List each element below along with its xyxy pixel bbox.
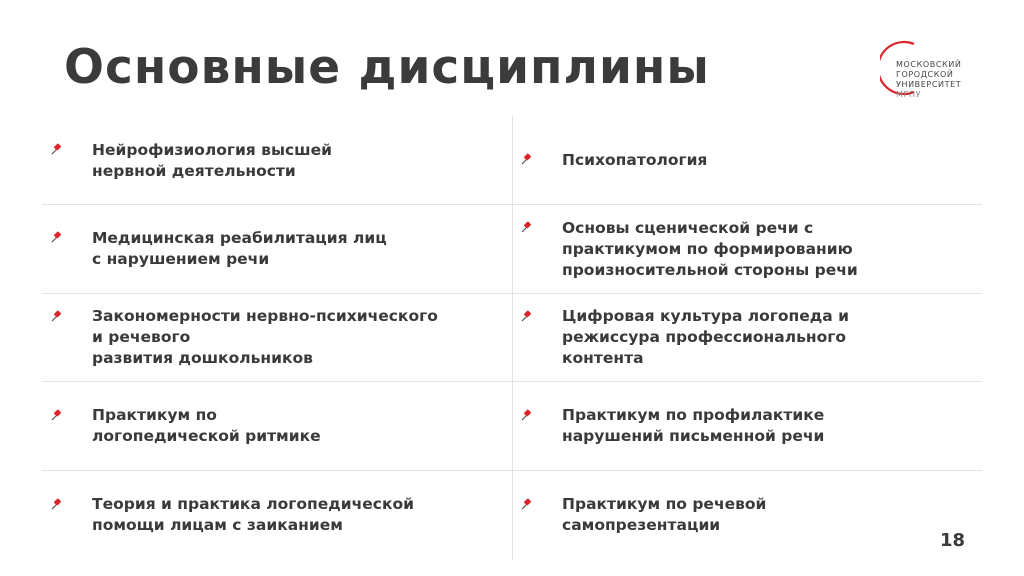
pushpin-icon xyxy=(50,497,64,511)
discipline-text: Нейрофизиология высшей нервной деятельности xyxy=(92,141,333,180)
discipline-text: Закономерности нервно-психического и речевого развития дошкольников xyxy=(92,307,438,367)
pushpin-icon xyxy=(520,497,534,511)
discipline-text: Цифровая культура логопеда и режиссура профессионального контента xyxy=(562,307,849,367)
discipline-item xyxy=(42,293,502,381)
pushpin-icon xyxy=(50,230,64,244)
page-number: 18 xyxy=(940,530,966,551)
disciplines-grid xyxy=(42,116,982,560)
logo-line-1: МОСКОВСКИЙ xyxy=(896,60,962,69)
discipline-text: Практикум по профилактике нарушений письменной речи xyxy=(562,406,825,445)
pushpin-icon xyxy=(520,152,534,166)
pushpin-icon xyxy=(520,408,534,422)
discipline-text: Основы сценической речи с практикумом по формированию произносительной стороны речи xyxy=(562,219,858,279)
pushpin-icon xyxy=(520,220,534,234)
discipline-item xyxy=(42,470,502,560)
pushpin-icon xyxy=(520,309,534,323)
pushpin-icon xyxy=(50,408,64,422)
discipline-text: Психопатология xyxy=(562,151,708,169)
discipline-item xyxy=(512,470,972,560)
university-logo xyxy=(880,40,980,110)
discipline-item xyxy=(512,293,972,381)
discipline-text: Практикум по логопедической ритмике xyxy=(92,406,321,445)
discipline-text: Практикум по речевой самопрезентации xyxy=(562,495,767,534)
discipline-text: Теория и практика логопедической помощи лицам с заиканием xyxy=(92,495,415,534)
page-title: Основные дисциплины xyxy=(64,40,710,95)
discipline-item xyxy=(512,381,972,470)
logo-line-2: ГОРОДСКОЙ xyxy=(896,70,954,79)
discipline-item xyxy=(512,116,972,204)
logo-line-3: УНИВЕРСИТЕТ xyxy=(896,80,962,89)
discipline-item xyxy=(42,116,502,204)
discipline-text: Медицинская реабилитация лиц с нарушением речи xyxy=(92,229,387,268)
logo-line-4: МГПУ xyxy=(896,90,922,99)
discipline-item xyxy=(42,381,502,470)
discipline-item xyxy=(512,204,972,293)
pushpin-icon xyxy=(50,142,64,156)
pushpin-icon xyxy=(50,309,64,323)
discipline-item xyxy=(42,204,502,293)
